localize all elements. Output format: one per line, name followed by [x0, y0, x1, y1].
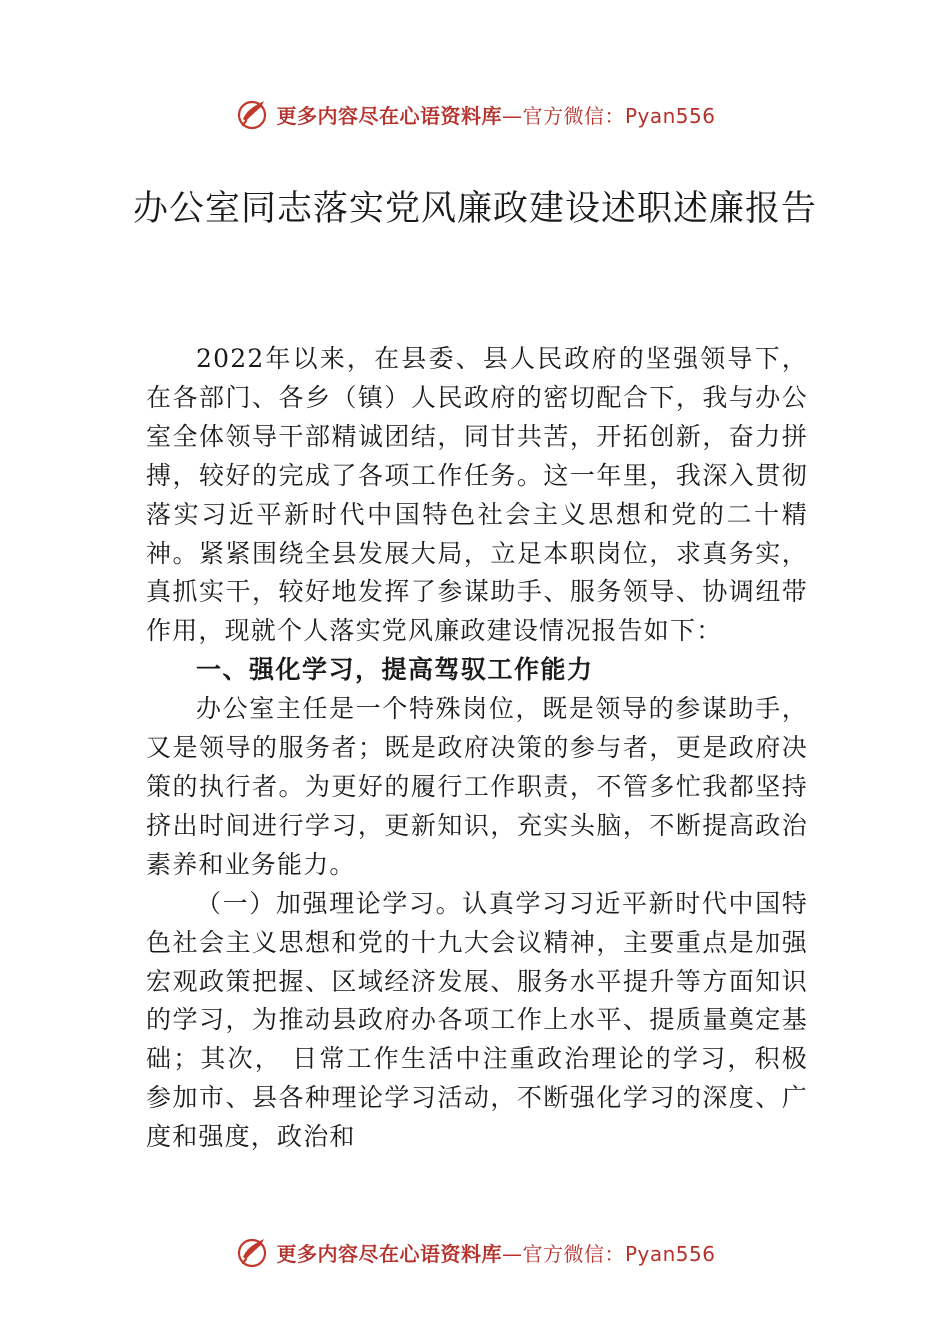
footer-banner-separator: —	[501, 1241, 523, 1266]
footer-banner-wechat: 官方微信：Pyan556	[522, 1241, 716, 1266]
banner-separator: —	[501, 103, 523, 128]
document-title: 办公室同志落实党风廉政建设述职述廉报告	[132, 189, 817, 229]
banner-label	[276, 100, 715, 129]
document-body	[146, 340, 808, 1157]
footer-banner[interactable]	[0, 1230, 950, 1274]
pen-nib-logo-icon	[234, 96, 270, 132]
banner-text-cn: 更多内容尽在心语资料库	[276, 103, 502, 128]
paragraph-section-1: 办公室主任是一个特殊岗位，既是领导的参谋助手，又是领导的服务者；既是政府决策的参与者，更是政府决策的执行者。为更好的履行工作职责，不管多忙我都坚持挤出时间进行学习，更新知识，充实头脑，不断提高政治素养和业务能力。	[146, 694, 808, 879]
header-banner[interactable]	[0, 92, 950, 136]
pen-nib-logo-icon	[234, 1234, 270, 1270]
footer-banner-text-cn: 更多内容尽在心语资料库	[276, 1241, 502, 1266]
footer-banner-label	[276, 1238, 715, 1267]
section-heading-1: 一、强化学习，提高驾驭工作能力	[196, 655, 594, 685]
paragraph-intro: 2022年以来，在县委、县人民政府的坚强领导下，在各部门、各乡（镇）人民政府的密切配合下，我与办公室全体领导干部精诚团结，同甘共苦，开拓创新，奋力拼搏，较好的完成了各项工作任务。这一年里，我深入贯彻落实习近平新时代中国特色社会主义思想和党的二十精神。紧紧围绕全县发展大局，立足本职岗位，求真务实，真抓实干，较好地发挥了参谋助手、服务领导、协调纽带作用，现就个人落实党风廉政建设情况报告如下：	[146, 344, 808, 646]
banner-wechat: 官方微信：Pyan556	[522, 103, 716, 128]
paragraph-section-1-1: （一）加强理论学习。认真学习习近平新时代中国特色社会主义思想和党的十九大会议精神，主要重点是加强宏观政策把握、区域经济发展、服务水平提升等方面知识的学习，为推动县政府办各项工作上水平、提质量奠定基础；其次， 日常工作生活中注重政治理论的学习，积极参加市、县各种理论学习活动，不断强化学习的深度、广度和强度，政治和	[146, 888, 808, 1152]
